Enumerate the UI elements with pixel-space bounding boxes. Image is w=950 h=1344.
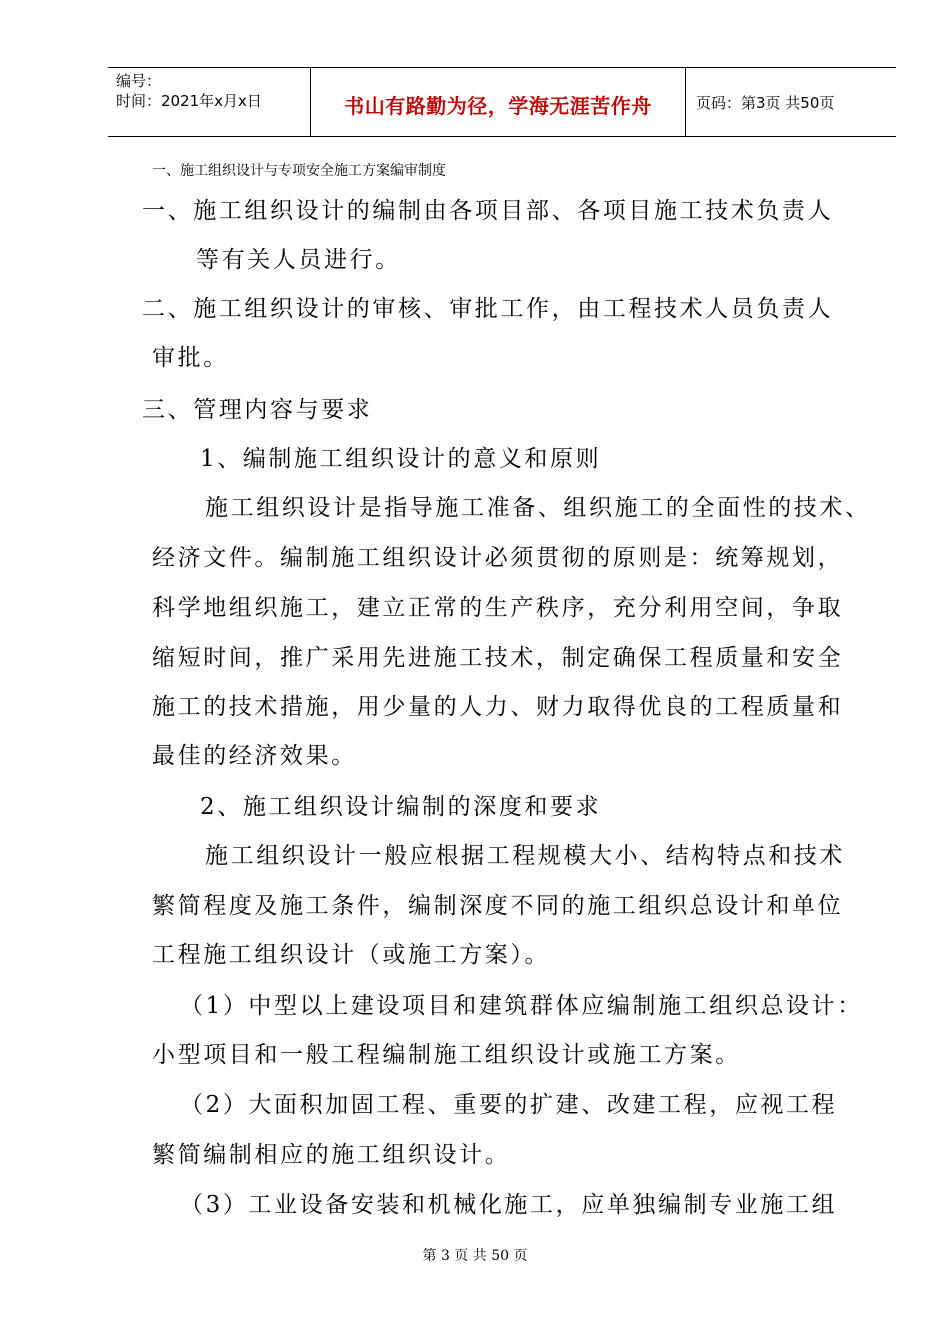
text-line: 缩短时间，推广采用先进施工技术，制定确保工程质量和安全 bbox=[152, 645, 844, 671]
motto: 书山有路勤为径，学海无涯苦作舟 bbox=[344, 94, 652, 118]
text-line: 施工组织设计一般应根据工程规模大小、结构特点和技术 bbox=[205, 843, 845, 869]
text-line: （2）大面积加固工程、重要的扩建、改建工程，应视工程 bbox=[180, 1092, 838, 1118]
text-line: 施工组织设计是指导施工准备、组织施工的全面性的技术、 bbox=[205, 495, 871, 521]
header-left-cell bbox=[108, 68, 310, 136]
text-line: 一、施工组织设计的编制由各项目部、各项目施工技术负责人 bbox=[142, 198, 834, 224]
text-line: （1）中型以上建设项目和建筑群体应编制施工组织总设计： bbox=[180, 993, 863, 1019]
text-line: 繁简程度及施工条件，编制深度不同的施工组织总设计和单位 bbox=[152, 893, 844, 919]
subsection-heading: 1、编制施工组织设计的意义和原则 bbox=[200, 446, 602, 472]
text-line: 繁简编制相应的施工组织设计。 bbox=[152, 1142, 511, 1168]
time-label: 时间：2021年x月x日 bbox=[116, 92, 262, 110]
doc-title: 一、施工组织设计与专项安全施工方案编审制度 bbox=[152, 163, 446, 179]
text-line: 审批。 bbox=[152, 345, 229, 371]
text-line: （3）工业设备安装和机械化施工，应单独编制专业施工组 bbox=[180, 1192, 838, 1218]
text-line: 经济文件。编制施工组织设计必须贯彻的原则是：统筹规划， bbox=[152, 545, 844, 571]
text-line: 二、施工组织设计的审核、审批工作，由工程技术人员负责人 bbox=[142, 296, 834, 322]
code-label: 编号： bbox=[116, 72, 162, 90]
text-line: 小型项目和一般工程编制施工组织设计或施工方案。 bbox=[152, 1042, 741, 1068]
page-footer: 第 3 页 共 50 页 bbox=[422, 1248, 528, 1264]
text-line: 施工的技术措施，用少量的人力、财力取得优良的工程质量和 bbox=[152, 694, 844, 720]
page-info: 页码：第3页 共50页 bbox=[696, 94, 835, 112]
header-right-cell bbox=[686, 68, 896, 136]
header-mid-cell bbox=[310, 68, 686, 136]
text-line: 科学地组织施工，建立正常的生产秩序，充分利用空间，争取 bbox=[152, 595, 844, 621]
header-table bbox=[108, 67, 896, 137]
text-line: 等有关人员进行。 bbox=[196, 247, 401, 273]
section-heading: 三、管理内容与要求 bbox=[142, 397, 373, 423]
subsection-heading: 2、施工组织设计编制的深度和要求 bbox=[200, 794, 602, 820]
text-line: 工程施工组织设计（或施工方案）。 bbox=[152, 942, 551, 968]
text-line: 最佳的经济效果。 bbox=[152, 743, 357, 769]
